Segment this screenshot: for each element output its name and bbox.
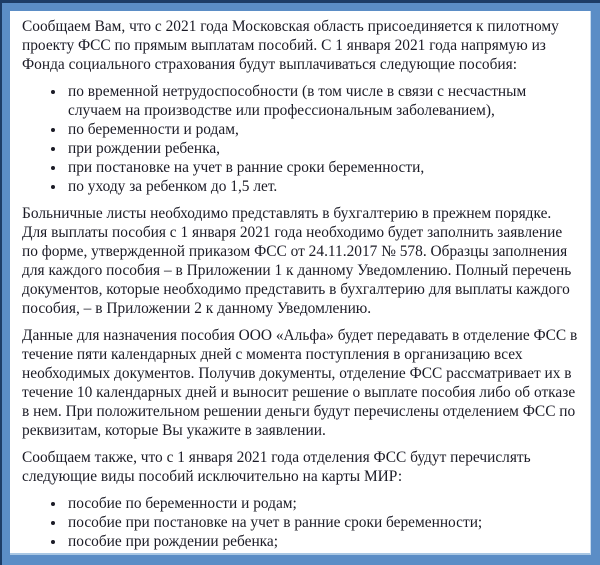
list-item: • пособие при постановке на учет в ранние сроки беременности; (66, 513, 580, 532)
list-item: • при рождении ребенка, (66, 139, 580, 158)
mir-benefits-list (22, 494, 580, 551)
paragraph-intro: Сообщаем Вам, что с 2021 года Московская область присоединяется к пилотному проекту ФСС по прямым выплатам пособий. С 1 января 2021 года напрямую из Фонда социального страхования будут выплачиваться следующие пособия: (22, 18, 559, 73)
benefits-list (22, 82, 580, 196)
paragraph-fss-processing: Данные для назначения пособия ООО «Альфа» будет передавать в отделение ФСС в течение пяти календарных дней с момента поступления в организацию всех необходимых документов. Получив документы, отделение ФСС рассматривает их в течение 10 календарных дней и выносит решение о выплате пособия либо об отказе в нем. При положительном решении деньги будут перечислены отделением ФСС по реквизитам, которые Вы укажите в заявлении. (22, 327, 578, 439)
list-item: • по беременности и родам, (66, 120, 580, 139)
paragraph-sick-leave: Больничные листы необходимо представлять в бухгалтерию в прежнем порядке. Для выплаты пособия с 1 января 2021 года необходимо будет заполнить заявление по форме, утвержденной приказом ФСС от 24.11.2017 № 578. Образцы заполнения для каждого пособия – в Приложении 1 к данному Уведомлению. Полный перечень документов, которые необходимо представить в бухгалтерию для выплаты каждого пособия, – в Приложении 2 к данному Уведомлению. (22, 205, 572, 317)
paragraph-mir-cards: Сообщаем также, что с 1 января 2021 года отделения ФСС будут перечислять следующие виды пособий исключительно на карты МИР: (22, 449, 531, 485)
list-item: • по уходу за ребенком до 1,5 лет. (66, 177, 580, 196)
list-item: • пособие по беременности и родам; (66, 494, 580, 513)
list-item: • пособие при рождении ребенка; (66, 532, 580, 551)
list-item: • по временной нетрудоспособности (в том числе в связи с несчастным случаем на производстве или профессиональным заболеванием), (66, 82, 580, 120)
document-page (10, 11, 591, 555)
list-item: • при постановке на учет в ранние сроки беременности, (66, 158, 580, 177)
